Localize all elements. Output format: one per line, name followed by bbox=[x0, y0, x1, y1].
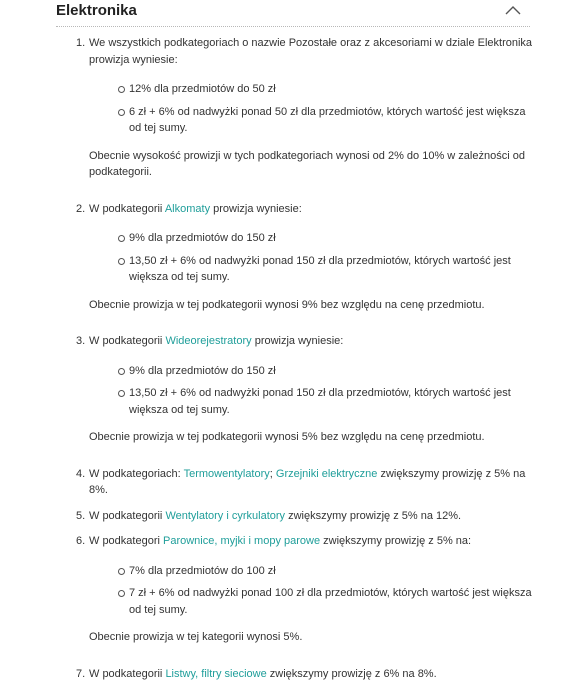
link-separator: ; bbox=[269, 467, 276, 480]
list-item bbox=[76, 201, 536, 325]
item-prefix: W podkategorii bbox=[89, 509, 166, 522]
circle-bullet-icon bbox=[118, 86, 125, 93]
bullet-item bbox=[118, 385, 536, 418]
circle-bullet-icon bbox=[118, 590, 125, 597]
bullet-text: 13,50 zł + 6% od nadwyżki ponad 150 zł dla przedmiotów, których wartość jest większa od tej sumy. bbox=[129, 254, 511, 283]
item-text bbox=[89, 201, 536, 218]
bullet-item bbox=[118, 585, 536, 618]
item-prefix: W podkategoriach: bbox=[89, 467, 184, 480]
chevron-up-icon[interactable] bbox=[504, 1, 522, 19]
list-item bbox=[76, 333, 536, 457]
commission-list bbox=[76, 35, 536, 691]
item-prefix: W podkategorii bbox=[89, 202, 165, 215]
bullet-item bbox=[118, 563, 536, 580]
bullet-item bbox=[118, 363, 536, 380]
bullet-item bbox=[118, 230, 536, 247]
item-suffix: zwiększymy prowizję z 5% na: bbox=[320, 535, 472, 547]
circle-bullet-icon bbox=[118, 390, 125, 397]
category-link-listwy[interactable]: Listwy, filtry sieciowe bbox=[165, 667, 267, 680]
item-note: Obecnie prowizja w tej podkategorii wynosi 9% bez względu na cenę przedmiotu. bbox=[89, 298, 485, 311]
bullet-item bbox=[118, 104, 536, 137]
item-note: Obecnie prowizja w tej podkategorii wynosi 5% bez względu na cenę przedmiotu. bbox=[89, 431, 485, 443]
circle-bullet-icon bbox=[118, 258, 125, 265]
item-number: 1. bbox=[76, 37, 86, 49]
list-item bbox=[76, 35, 536, 192]
item-text bbox=[89, 666, 536, 683]
item-text bbox=[89, 333, 536, 350]
item-suffix: zwiększymy prowizję z 5% na 8%. bbox=[89, 467, 526, 496]
category-link-termowentylatory[interactable]: Termowentylatory bbox=[183, 467, 270, 480]
item-number: 6. bbox=[76, 535, 86, 547]
category-link-grzejniki-elektryczne[interactable]: Grzejniki elektryczne bbox=[275, 467, 378, 480]
list-item bbox=[76, 666, 536, 683]
item-number: 2. bbox=[76, 202, 86, 215]
bullet-list bbox=[118, 230, 536, 286]
item-prefix: W podkategori bbox=[89, 535, 163, 547]
item-number: 5. bbox=[76, 509, 86, 522]
item-suffix: prowizja wyniesie: bbox=[210, 202, 302, 215]
bullet-text: 9% dla przedmiotów do 150 zł bbox=[129, 364, 276, 377]
item-text: We wszystkich podkategoriach o nazwie Pozostałe oraz z akcesoriami w dziale Elektronika prowizja wyniesie: bbox=[89, 37, 533, 66]
section-title: Elektronika bbox=[56, 1, 137, 19]
bullet-text: 12% dla przedmiotów do 50 zł bbox=[129, 83, 276, 95]
list-item bbox=[76, 508, 536, 525]
item-suffix: zwiększymy prowizję z 6% na 8%. bbox=[266, 667, 437, 680]
item-note: Obecnie prowizja w tej kategorii wynosi 5%. bbox=[89, 631, 303, 643]
category-link-wentylatory[interactable]: Wentylatory i cyrkulatory bbox=[165, 509, 286, 522]
list-item bbox=[76, 466, 536, 499]
section-header-elektronika[interactable] bbox=[56, 0, 530, 27]
item-number: 3. bbox=[76, 335, 86, 347]
bullet-list bbox=[118, 363, 536, 419]
bullet-text: 7 zł + 6% od nadwyżki ponad 100 zł dla przedmiotów, których wartość jest większa od tej sumy. bbox=[129, 587, 532, 616]
bullet-item bbox=[118, 81, 536, 98]
bullet-text: 6 zł + 6% od nadwyżki ponad 50 zł dla przedmiotów, których wartość jest większa od tej sumy. bbox=[129, 105, 526, 134]
category-link-alkomaty[interactable]: Alkomaty bbox=[164, 202, 211, 215]
item-suffix: prowizja wyniesie: bbox=[251, 335, 344, 347]
item-text bbox=[89, 508, 536, 525]
circle-bullet-icon bbox=[118, 235, 125, 242]
item-text bbox=[89, 466, 536, 499]
item-text bbox=[89, 533, 536, 550]
bullet-list bbox=[118, 81, 536, 137]
item-suffix: zwiększymy prowizję z 5% na 12%. bbox=[285, 509, 462, 522]
circle-bullet-icon bbox=[118, 568, 125, 575]
bullet-list bbox=[118, 563, 536, 619]
category-link-wideorejestratory[interactable]: Wideorejestratory bbox=[165, 335, 252, 347]
item-number: 7. bbox=[76, 667, 86, 680]
bullet-item bbox=[118, 253, 536, 286]
item-prefix: W podkategorii bbox=[89, 667, 166, 680]
item-number: 4. bbox=[76, 467, 86, 480]
circle-bullet-icon bbox=[118, 109, 125, 116]
item-prefix: W podkategorii bbox=[89, 335, 166, 347]
circle-bullet-icon bbox=[118, 368, 125, 375]
bullet-text: 13,50 zł + 6% od nadwyżki ponad 150 zł dla przedmiotów, których wartość jest większa od tej sumy. bbox=[129, 387, 511, 416]
category-link-parownice[interactable]: Parownice, myjki i mopy parowe bbox=[162, 535, 321, 547]
item-note: Obecnie wysokość prowizji w tych podkategoriach wynosi od 2% do 10% w zależności od podkategorii. bbox=[89, 149, 525, 178]
bullet-text: 7% dla przedmiotów do 100 zł bbox=[129, 564, 276, 577]
bullet-text: 9% dla przedmiotów do 150 zł bbox=[129, 232, 276, 244]
list-item bbox=[76, 533, 536, 657]
